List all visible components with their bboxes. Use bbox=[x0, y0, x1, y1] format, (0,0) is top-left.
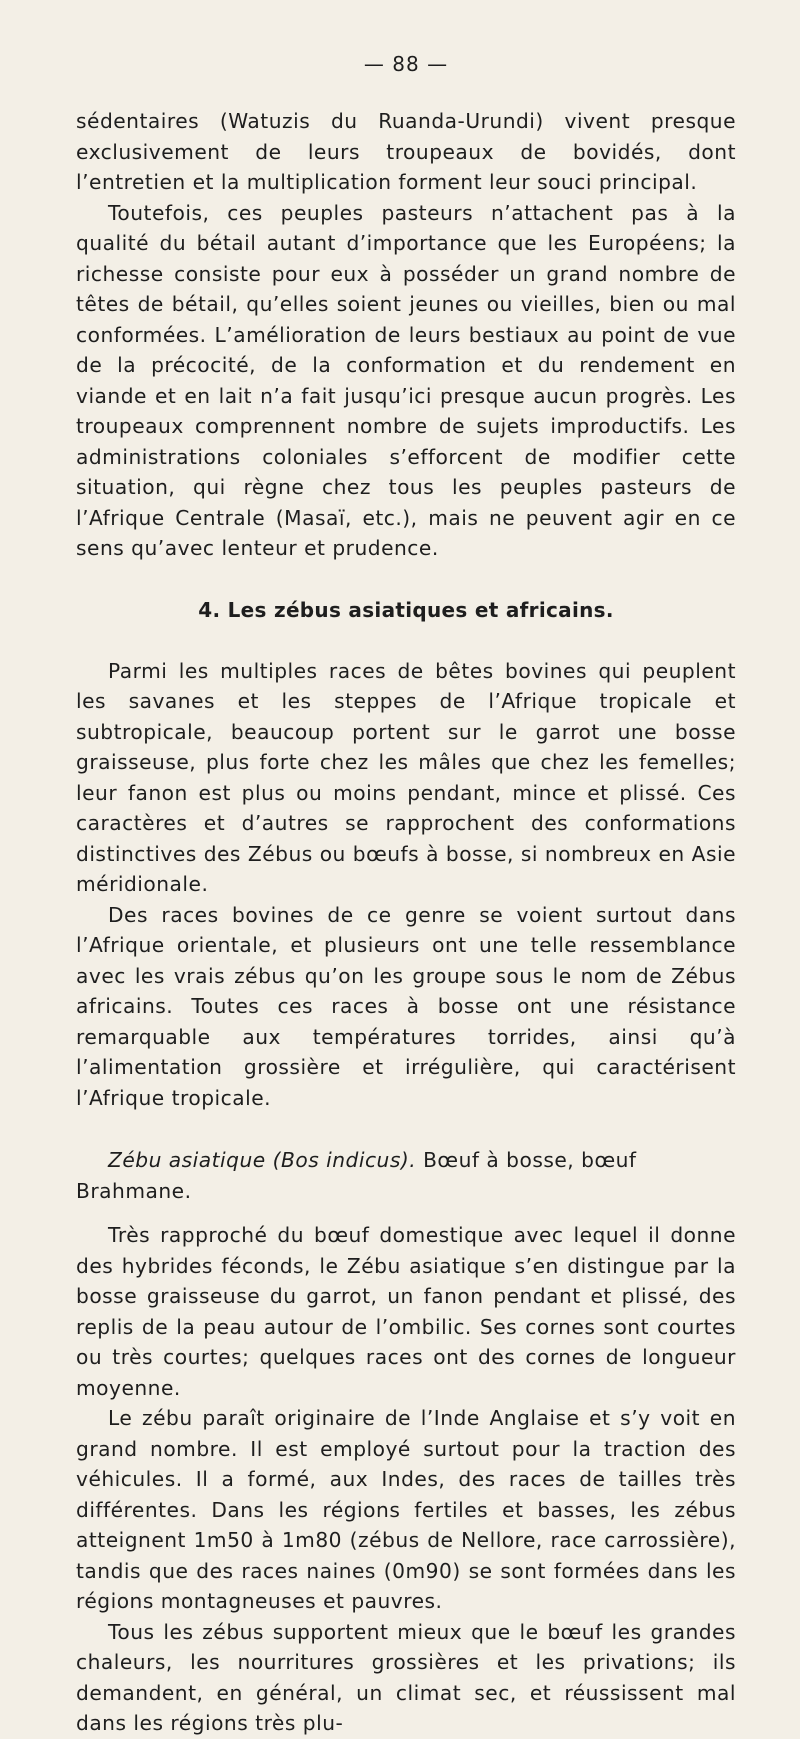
paragraph-2: Toutefois, ces peuples pasteurs n’attachent pas à la qualité du bétail autant d’importance que les Européens; la richesse consiste pour eux à posséder un grand nombre de têtes de bétail, qu’elles soient jeunes ou vieilles, bien ou mal conformées. L’amélioration de leurs bestiaux au point de vue de la précocité, de la conformation et du rendement en viande et en lait n’a fait jusqu’ici presque aucun progrès. Les troupeaux comprennent nombre de sujets improductifs. Les administrations coloniales s’efforcent de modifier cette situation, qui règne chez tous les peuples pasteurs de l’Afrique Centrale (Masaï, etc.), mais ne peuvent agir en ce sens qu’avec lenteur et prudence. bbox=[76, 200, 736, 560]
paragraph-1: sédentaires (Watuzis du Ruanda-Urundi) vivent presque exclusivement de leurs troupeaux de bovidés, dont l’entretien et la multiplication forment leur souci principal. bbox=[76, 109, 736, 194]
paragraph-3: Parmi les multiples races de bêtes bovines qui peuplent les savanes et les steppes de l’Afrique tropicale et subtropicale, beaucoup portent sur le garrot une bosse graisseuse, plus forte chez les mâles que chez les femelles; leur fanon est plus ou moins pendant, mince et plissé. Ces caractères et d’autres se rapprochent des conformations distinctives des Zébus ou bœufs à bosse, si nombreux en Asie méridionale. bbox=[76, 658, 736, 896]
page-number: — 88 — bbox=[363, 52, 449, 76]
subsection-desc: Bœuf à bosse, bœuf Brahmane. bbox=[76, 1148, 637, 1203]
paragraph-7: Tous les zébus supportent mieux que le bœuf les grandes chaleurs, les nourritures grossières et les privations; ils demandent, en général, un climat sec, et réussissent mal dans les régions très plu- bbox=[76, 1619, 736, 1735]
section-heading: 4. Les zébus asiatiques et africains. bbox=[198, 597, 614, 622]
subsection-title: Zébu asiatique (Bos indicus). bbox=[108, 1148, 417, 1172]
paragraph-5: Très rapproché du bœuf domestique avec lequel il donne des hybrides féconds, le Zébu asiatique s’en distingue par la bosse graisseuse du garrot, un fanon pendant et plissé, des replis de la peau autour de l’ombilic. Ses cornes sont courtes ou très courtes; quelques races ont des cornes de longueur moyenne. bbox=[76, 1223, 736, 1400]
page bbox=[76, 52, 736, 1739]
paragraph-6: Le zébu paraît originaire de l’Inde Anglaise et s’y voit en grand nombre. Il est employé surtout pour la traction des véhicules. Il a formé, aux Indes, des races de tailles très différentes. Dans les régions fertiles et basses, les zébus atteignent 1m50 à 1m80 (zébus de Nellore, race carrossière), tandis que des races naines (0m90) se sont formées dans les régions montagneuses et pauvres. bbox=[76, 1406, 736, 1613]
subsection-heading bbox=[76, 1145, 736, 1206]
paragraph-4: Des races bovines de ce genre se voient surtout dans l’Afrique orientale, et plusieurs ont une telle ressemblance avec les vrais zébus qu’on les groupe sous le nom de Zébus africains. Toutes ces races à bosse ont une résistance remarquable aux températures torrides, ainsi qu’à l’alimentation grossière et irrégulière, qui caractérisent l’Afrique tropicale. bbox=[76, 902, 736, 1110]
